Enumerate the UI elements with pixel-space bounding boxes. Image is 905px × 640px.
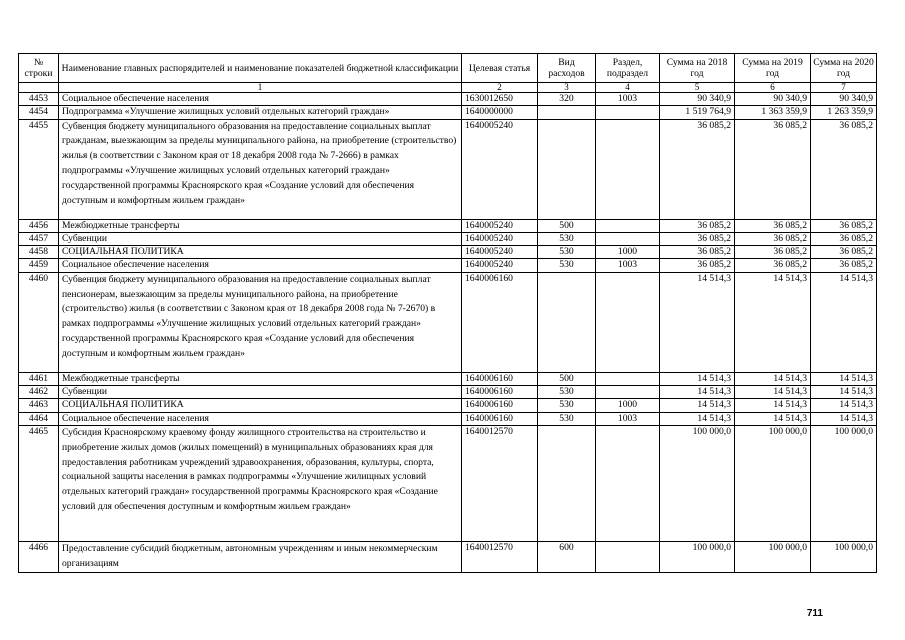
row-sum-2018: 36 085,2 — [660, 259, 735, 272]
row-target: 1640006160 — [462, 272, 538, 372]
row-number: 4463 — [19, 399, 59, 412]
header-sum-2018: Сумма на 2018 год — [660, 54, 735, 83]
row-sum-2018: 36 085,2 — [660, 219, 735, 232]
row-sum-2019: 36 085,2 — [735, 259, 811, 272]
row-sum-2018: 36 085,2 — [660, 246, 735, 259]
row-kind: 500 — [538, 372, 596, 385]
column-number — [19, 83, 59, 93]
table-row — [19, 246, 877, 259]
row-sum-2018: 14 514,3 — [660, 412, 735, 425]
row-number: 4460 — [19, 272, 59, 372]
row-name: Предоставление субсидий бюджетным, автономным учреждениям и иным некоммерческим организациям — [59, 541, 462, 572]
table-row — [19, 259, 877, 272]
row-sum-2018: 14 514,3 — [660, 372, 735, 385]
header-section: Раздел, подраздел — [596, 54, 660, 83]
header-row-number: № строки — [19, 54, 59, 83]
row-number: 4453 — [19, 93, 59, 106]
row-sum-2020: 36 085,2 — [811, 119, 877, 219]
header-target-article: Целевая статья — [462, 54, 538, 83]
row-sum-2019: 100 000,0 — [735, 541, 811, 572]
row-kind: 500 — [538, 219, 596, 232]
row-name: СОЦИАЛЬНАЯ ПОЛИТИКА — [59, 399, 462, 412]
row-sum-2019: 36 085,2 — [735, 232, 811, 245]
row-sum-2020: 90 340,9 — [811, 93, 877, 106]
row-target: 1640000000 — [462, 106, 538, 119]
row-name: Субвенции — [59, 232, 462, 245]
column-number-row — [19, 83, 877, 93]
row-name: Межбюджетные трансферты — [59, 219, 462, 232]
row-name: Субвенции — [59, 386, 462, 399]
header-name: Наименование главных распорядителей и наименование показателей бюджетной классификации — [59, 54, 462, 83]
row-target: 1640012570 — [462, 425, 538, 541]
row-sum-2019: 100 000,0 — [735, 425, 811, 541]
row-name: Межбюджетные трансферты — [59, 372, 462, 385]
row-sum-2018: 100 000,0 — [660, 425, 735, 541]
row-sum-2020: 36 085,2 — [811, 259, 877, 272]
row-section: 1000 — [596, 246, 660, 259]
row-sum-2019: 36 085,2 — [735, 219, 811, 232]
row-section — [596, 219, 660, 232]
row-sum-2018: 36 085,2 — [660, 232, 735, 245]
row-number: 4458 — [19, 246, 59, 259]
row-target: 1630012650 — [462, 93, 538, 106]
row-name: Социальное обеспечение населения — [59, 259, 462, 272]
row-sum-2018: 1 519 764,9 — [660, 106, 735, 119]
row-number: 4466 — [19, 541, 59, 572]
header-row — [19, 54, 877, 83]
row-section: 1000 — [596, 399, 660, 412]
header-sum-2020: Сумма на 2020 год — [811, 54, 877, 83]
row-kind: 530 — [538, 246, 596, 259]
budget-table — [18, 53, 877, 573]
table-row — [19, 232, 877, 245]
row-sum-2019: 14 514,3 — [735, 412, 811, 425]
table-row — [19, 219, 877, 232]
row-number: 4455 — [19, 119, 59, 219]
row-kind — [538, 425, 596, 541]
row-sum-2020: 36 085,2 — [811, 232, 877, 245]
page-number: 711 — [806, 608, 823, 619]
row-section — [596, 386, 660, 399]
row-sum-2020: 14 514,3 — [811, 372, 877, 385]
row-sum-2020: 36 085,2 — [811, 219, 877, 232]
row-name: Субсидия Красноярскому краевому фонду жилищного строительства на строительство и приобретение жилых домов (жилых помещений) в муниципальных образованиях края для предоставления работникам учреждений здравоохранения, образования, культуры, спорта, социальной защиты населения в рамках подпрограммы «Улучшение жилищных условий отдельных категорий граждан» государственной программы Красноярского края «Создание условий для обеспечения доступным и комфортным жильем граждан» — [59, 425, 462, 541]
row-target: 1640005240 — [462, 219, 538, 232]
row-target: 1640006160 — [462, 386, 538, 399]
table-row — [19, 386, 877, 399]
row-number: 4454 — [19, 106, 59, 119]
row-section — [596, 232, 660, 245]
row-name: Социальное обеспечение населения — [59, 412, 462, 425]
row-kind: 530 — [538, 386, 596, 399]
row-name: СОЦИАЛЬНАЯ ПОЛИТИКА — [59, 246, 462, 259]
column-number: 1 — [59, 83, 462, 93]
row-sum-2020: 36 085,2 — [811, 246, 877, 259]
row-target: 1640005240 — [462, 232, 538, 245]
row-kind: 530 — [538, 259, 596, 272]
row-number: 4462 — [19, 386, 59, 399]
row-sum-2018: 14 514,3 — [660, 399, 735, 412]
row-name: Социальное обеспечение населения — [59, 93, 462, 106]
row-kind — [538, 272, 596, 372]
row-section: 1003 — [596, 93, 660, 106]
row-sum-2019: 36 085,2 — [735, 246, 811, 259]
column-number: 6 — [735, 83, 811, 93]
row-number: 4465 — [19, 425, 59, 541]
row-section: 1003 — [596, 412, 660, 425]
row-sum-2020: 100 000,0 — [811, 425, 877, 541]
row-section — [596, 106, 660, 119]
row-sum-2018: 36 085,2 — [660, 119, 735, 219]
row-sum-2018: 14 514,3 — [660, 386, 735, 399]
row-kind: 530 — [538, 232, 596, 245]
column-number: 7 — [811, 83, 877, 93]
column-number: 3 — [538, 83, 596, 93]
row-target: 1640006160 — [462, 399, 538, 412]
row-target: 1640006160 — [462, 412, 538, 425]
row-sum-2020: 14 514,3 — [811, 412, 877, 425]
header-sum-2019: Сумма на 2019 год — [735, 54, 811, 83]
row-target: 1640005240 — [462, 119, 538, 219]
row-sum-2020: 14 514,3 — [811, 272, 877, 372]
row-name: Подпрограмма «Улучшение жилищных условий отдельных категорий граждан» — [59, 106, 462, 119]
row-sum-2019: 36 085,2 — [735, 119, 811, 219]
row-kind — [538, 119, 596, 219]
row-sum-2019: 90 340,9 — [735, 93, 811, 106]
column-number: 2 — [462, 83, 538, 93]
table-row — [19, 372, 877, 385]
row-sum-2020: 1 263 359,9 — [811, 106, 877, 119]
header-expense-kind: Вид расходов — [538, 54, 596, 83]
row-sum-2018: 90 340,9 — [660, 93, 735, 106]
row-target: 1640012570 — [462, 541, 538, 572]
row-sum-2019: 14 514,3 — [735, 399, 811, 412]
row-kind: 530 — [538, 412, 596, 425]
row-name: Субвенция бюджету муниципального образования на предоставление социальных выплат пенсионерам, выезжающим за пределы муниципального района, на приобретение (строительство) жилья (в соответствии с Законом края от 18 декабря 2008 года № 7-2670) в рамках подпрограммы «Улучшение жилищных условий отдельных категорий граждан» государственной программы Красноярского края «Создание условий для обеспечения доступным и комфортным жильем граждан» — [59, 272, 462, 372]
table-row — [19, 412, 877, 425]
table-row — [19, 541, 877, 572]
row-sum-2020: 14 514,3 — [811, 399, 877, 412]
row-section — [596, 425, 660, 541]
row-number: 4461 — [19, 372, 59, 385]
row-sum-2019: 14 514,3 — [735, 386, 811, 399]
row-section — [596, 272, 660, 372]
row-number: 4456 — [19, 219, 59, 232]
row-section — [596, 541, 660, 572]
row-section — [596, 372, 660, 385]
table-row — [19, 119, 877, 219]
table-row — [19, 106, 877, 119]
row-kind — [538, 106, 596, 119]
row-number: 4459 — [19, 259, 59, 272]
table-row — [19, 272, 877, 372]
table-row — [19, 93, 877, 106]
row-sum-2019: 14 514,3 — [735, 372, 811, 385]
row-sum-2019: 1 363 359,9 — [735, 106, 811, 119]
row-sum-2018: 14 514,3 — [660, 272, 735, 372]
column-number: 5 — [660, 83, 735, 93]
row-target: 1640005240 — [462, 259, 538, 272]
row-number: 4457 — [19, 232, 59, 245]
row-sum-2018: 100 000,0 — [660, 541, 735, 572]
row-number: 4464 — [19, 412, 59, 425]
row-kind: 320 — [538, 93, 596, 106]
row-target: 1640005240 — [462, 246, 538, 259]
row-section: 1003 — [596, 259, 660, 272]
row-kind: 530 — [538, 399, 596, 412]
column-number: 4 — [596, 83, 660, 93]
row-sum-2019: 14 514,3 — [735, 272, 811, 372]
row-sum-2020: 14 514,3 — [811, 386, 877, 399]
table-row — [19, 399, 877, 412]
row-sum-2020: 100 000,0 — [811, 541, 877, 572]
table-row — [19, 425, 877, 541]
row-name: Субвенция бюджету муниципального образования на предоставление социальных выплат гражданам, выезжающим за пределы муниципального района, на приобретение (строительство) жилья (в соответствии с Законом края от 18 декабря 2008 года № 7-2666) в рамках подпрограммы «Улучшение жилищных условий отдельных категорий граждан» государственной программы Красноярского края «Создание условий для обеспечения доступным и комфортным жильем граждан» — [59, 119, 462, 219]
row-kind: 600 — [538, 541, 596, 572]
row-target: 1640006160 — [462, 372, 538, 385]
row-section — [596, 119, 660, 219]
